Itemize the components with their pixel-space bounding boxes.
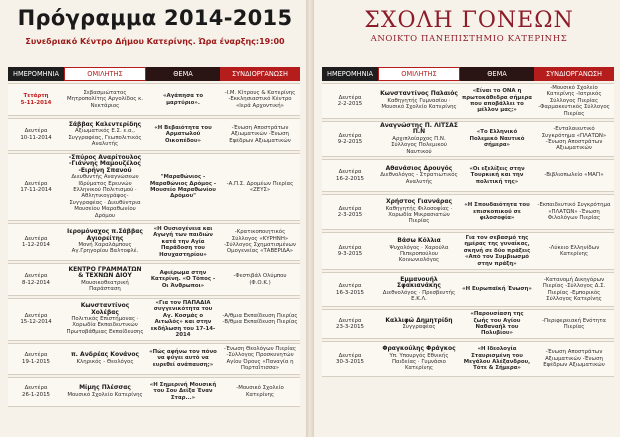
speaker-description: Υπ. Υπουργός Εθνικής Παιδείας · Γυμνάσιο Κατερίνης bbox=[389, 352, 449, 372]
topic-cell: «Πώς αφήνω τον πόνο να φύγει αυτό να ευρεθεί ανάπαυση;» bbox=[146, 343, 220, 375]
speaker-description: Πολιτικός Επιστήμονας · Χορωδία Εκπαιδευτικών Πρωτοβάθμιας Εκπαίδευσης bbox=[66, 316, 144, 335]
speaker-name: Κωνσταντίνος Παλαιός bbox=[380, 90, 458, 98]
speaker-cell bbox=[378, 159, 460, 192]
event-date-cell bbox=[8, 223, 64, 261]
topic-cell: «Η Σημερινή Μουσική του Σου Δείξα Έναν Σταρ...» bbox=[146, 377, 220, 407]
event-date: 23-3-2015 bbox=[336, 324, 364, 331]
event-day: Δευτέρα bbox=[338, 205, 362, 212]
speaker-description: Ψυχολόγος · Χαρούλα Πιπεροπούλου Κοινωνιολόγος bbox=[389, 244, 449, 264]
speaker-description: Αρχιπλοίαρχος Π.Ν. Σύλλογος Πολεμικού Ναυτικού bbox=[391, 135, 447, 155]
event-date: 16-3-2015 bbox=[336, 289, 364, 296]
event-day: Δευτέρα bbox=[338, 244, 362, 251]
table-row bbox=[8, 223, 300, 261]
speaker-name: Ιερομόναχος π.Σάββας Αγιορείτης bbox=[67, 228, 143, 242]
speaker-description: Καθηγητής Φιλοσοφίας · Χορωδία Μικρασιατών Πιερίας bbox=[385, 205, 453, 225]
speaker-cell bbox=[378, 232, 460, 270]
speaker-cell bbox=[64, 83, 146, 116]
organizer-cell: -Λύκειο Ελληνίδων Κατερίνης bbox=[534, 232, 614, 270]
topic-cell: «Είναι το ΟΝΑ η πρωτοκάθεδρα σήμερα που αποβάλλει το μέλλον μας;» bbox=[460, 83, 534, 119]
table-row bbox=[322, 272, 614, 307]
topic-cell: «Η Σπουδαιότητα του επισκοπικού σε φιλοσοφία» bbox=[460, 194, 534, 230]
organizer-cell: -Ένωση Αποστράτων Αξιωματικών -Ένωση Εφέδρων Αξιωματικών bbox=[534, 341, 614, 377]
speaker-cell bbox=[378, 309, 460, 339]
event-date: 19-1-2015 bbox=[22, 358, 50, 365]
table-row bbox=[322, 341, 614, 377]
topic-cell: "Μαραθώνιος - Μαραθώνιος Δρόμος - Μουσείο Μαραθωνίου Δρόμου" bbox=[146, 153, 220, 221]
speaker-cell bbox=[378, 194, 460, 230]
event-date-cell bbox=[8, 263, 64, 296]
event-date: 30-3-2015 bbox=[336, 359, 364, 366]
speaker-cell bbox=[378, 83, 460, 119]
table-row bbox=[322, 83, 614, 119]
speaker-name: Εμμανουήλ Σφακιανάκης bbox=[397, 275, 441, 290]
table-row bbox=[8, 343, 300, 375]
organizer-cell: -Φεστιβάλ Ολύμπου (Φ.Ο.Κ.) bbox=[220, 263, 300, 296]
event-date-cell bbox=[8, 298, 64, 340]
topic-cell: «Η Ουσιογένεια και Αγωγή των παιδιών κατά την Αγία Παράδοση του Ησυχαστηρίου» bbox=[146, 223, 220, 261]
organizer-cell: -Βιβλιοπωλείο «ΜΑΓΙ» bbox=[534, 159, 614, 192]
speaker-name: Αθανάσιος Δρουγός bbox=[385, 164, 453, 172]
event-date-cell bbox=[8, 377, 64, 407]
topic-cell: «Για τον ΠΑΠΑΔΙΑ συγγενικότητα του Αγ. Κοσμάς ο Αιτωλός» και στην εκδήλωση του 17-14-2014 bbox=[146, 298, 220, 340]
event-date-cell bbox=[322, 121, 378, 157]
event-date: 8-12-2014 bbox=[22, 279, 50, 286]
table-row bbox=[8, 153, 300, 221]
event-date-cell bbox=[8, 343, 64, 375]
speaker-description: Μουσικό Σχολείο Κατερίνης bbox=[67, 391, 143, 398]
event-date-cell bbox=[322, 83, 378, 119]
speaker-name: Κωνσταντίνος Χολέβας bbox=[80, 302, 130, 316]
speaker-name: π. Ανδρέας Κονάνος bbox=[70, 351, 140, 359]
event-date: 9-3-2015 bbox=[337, 251, 363, 258]
left-page bbox=[0, 0, 306, 437]
table-row bbox=[8, 377, 300, 407]
speaker-cell bbox=[378, 341, 460, 377]
speaker-description: Διεθνολόγος - Στρατιωτικός Αναλυτής bbox=[380, 172, 458, 185]
event-date-cell bbox=[322, 159, 378, 192]
event-day: Δευτέρα bbox=[338, 94, 362, 101]
event-day: Δευτέρα bbox=[24, 385, 48, 392]
table-row bbox=[8, 83, 300, 116]
speaker-name: -Σπύρος Αναρίτουλος -Γιάννης Μαμουζέλος -Ειρήνη Σπανού bbox=[68, 154, 142, 174]
speaker-cell bbox=[64, 298, 146, 340]
topic-cell: «Οι εξελίξεις στην Τουρκική και την πολιτική της» bbox=[460, 159, 534, 192]
school-subtitle: ΑΝΟΙΚΤΟ ΠΑΝΕΠΙΣΤΗΜΙΟ ΚΑΤΕΡΙΝΗΣ bbox=[370, 34, 568, 44]
venue-subtitle: Συνεδριακό Κέντρο Δήμου Κατερίνης. Ώρα έναρξης:19:00 bbox=[25, 37, 285, 46]
speaker-cell bbox=[64, 377, 146, 407]
topic-cell: «Η Ευρωπαϊκή Ένωση» bbox=[460, 272, 534, 307]
organizer-cell: -Περιφερειακή Ενότητα Πιερίας bbox=[534, 309, 614, 339]
table-row bbox=[322, 159, 614, 192]
speaker-cell bbox=[64, 153, 146, 221]
speaker-description: Μουσικοθεατρική Παράσταση bbox=[81, 279, 129, 292]
event-day: Τετάρτη bbox=[23, 93, 49, 100]
speaker-name: Φραγκούλης Φράγκος bbox=[382, 345, 456, 353]
topic-cell: «Το Ελληνικό Πολεμικό Ναυτικό σήμερα» bbox=[460, 121, 534, 157]
speaker-cell bbox=[64, 263, 146, 296]
schedule-table-left bbox=[8, 65, 300, 409]
speaker-description: Συγγραφέας bbox=[402, 324, 436, 331]
event-date-cell bbox=[322, 341, 378, 377]
organizer-cell: -Κρατικοποιητικός Σύλλογος «ΚΥΡΗΝΗ» -Σύλλογος Σχηματισμένων Ομογενείας «ΤΑΒΕΡΙΔΑ» bbox=[220, 223, 300, 261]
organizer-cell: -Μουσικό Σχολείο Κατερίνης -Ιατρικός Σύλλογος Πιερίας -Φαρμακευτικός Σύλλογος Πιερίας bbox=[534, 83, 614, 119]
speaker-name: ΚΕΝΤΡΟ ΓΡΑΜΜΑΤΩΝ & ΤΕΧΝΩΝ ΔΙΟΥ bbox=[68, 265, 142, 280]
organizer-cell: -Κατανομή Δικηγόρων Πιερίας -Σύλλογος Δ.Σ. Πιερίας -Εμπορικός Σύλλογος Κατερίνης bbox=[534, 272, 614, 307]
speaker-description: Σεβασμιώτατος Μητροπολίτης Αργολίδος κ. Νεκτάριος bbox=[66, 89, 144, 109]
event-date: 5-11-2014 bbox=[20, 99, 52, 106]
event-day: Δευτέρα bbox=[338, 132, 362, 139]
table-row bbox=[322, 194, 614, 230]
event-date-cell bbox=[322, 232, 378, 270]
header-topic: ΘΕΜΑ bbox=[146, 67, 220, 81]
speaker-cell bbox=[378, 121, 460, 157]
topic-cell: Για τον σεβασμό της ημέρας της γυναίκας, σκηνή σε δύο πράξεις «Από τον Συμβιωσμό στην πράξη» bbox=[460, 232, 534, 270]
table-row bbox=[8, 118, 300, 151]
event-date: 16-2-2015 bbox=[336, 175, 364, 182]
schedule-table-right bbox=[322, 65, 614, 379]
organizer-cell: -Α/θμια Εκπαίδευση Πιερίας -Β/θμια Εκπαίδευση Πιερίας bbox=[220, 298, 300, 340]
event-date-cell bbox=[322, 272, 378, 307]
event-day: Δευτέρα bbox=[338, 352, 362, 359]
event-date-cell bbox=[322, 309, 378, 339]
topic-cell: «Η Ιδεολογία Σταυρισμένη του Μεγάλου Αλέξανδρου, Τότε & Σήμερα» bbox=[460, 341, 534, 377]
speaker-name: Καλλιφώ Δημητρίδη bbox=[385, 316, 453, 324]
event-date-cell bbox=[8, 153, 64, 221]
table-row bbox=[8, 263, 300, 296]
event-day: Δευτέρα bbox=[24, 312, 48, 319]
table-row bbox=[322, 232, 614, 270]
event-date: 9-2-2015 bbox=[337, 139, 363, 146]
table-row bbox=[322, 121, 614, 157]
table-header bbox=[322, 67, 614, 81]
speaker-name: Σάββας Καλεντερίδης bbox=[68, 120, 142, 128]
topic-cell: «Η Βεβαιότητα του Αρματωλού Οικοπέδου» bbox=[146, 118, 220, 151]
speaker-cell bbox=[64, 223, 146, 261]
table-row bbox=[8, 298, 300, 340]
event-date: 26-1-2015 bbox=[22, 391, 50, 398]
table-row bbox=[322, 309, 614, 339]
organizer-cell: -Ένωση Αποστράτων Αξιωματικών -Ένωση Εφέδρων Αξιωματικών bbox=[220, 118, 300, 151]
event-date: 1-12-2014 bbox=[22, 242, 50, 249]
school-title: ΣΧΟΛΗ ΓΟΝΕΩΝ bbox=[364, 8, 574, 33]
organizer-cell: -Ι.Μ. Κίτρους & Κατερίνης -Εκκλησιαστικό Κέντρο «Ιερά Αρχοντική» bbox=[220, 83, 300, 116]
speaker-cell bbox=[378, 272, 460, 307]
event-day: Δευτέρα bbox=[338, 283, 362, 290]
speaker-description: Κληρικός - Θεολόγος bbox=[76, 358, 134, 365]
organizer-cell: -Ενταλαιευτικό Συγκρότημα «ΠΛΑΤΩΝ» -Ένωση Αποστράτων Αξιωματικών bbox=[534, 121, 614, 157]
event-date: 2-2-2015 bbox=[337, 101, 363, 108]
page-fold bbox=[306, 0, 314, 437]
event-day: Δευτέρα bbox=[338, 169, 362, 176]
event-date: 10-11-2014 bbox=[20, 134, 52, 141]
topic-cell: Αφιέρωμα στην Κατερίνη. «Ο Τόπος - Οι Άνθρωποι» bbox=[146, 263, 220, 296]
topic-cell: «Αγάπησα το μαρτύριο». bbox=[146, 83, 220, 116]
speaker-description: Διευθυντής Αναγνώσεων Ιδρύματος Ερευνών Ελληνικού Πολιτισμού · Αθλητικογράφος-Συγγραφέας · Διευθύντρια Μουσείου Μαραθωνίου Δρόμου bbox=[69, 174, 141, 219]
event-date: 17-11-2014 bbox=[20, 187, 52, 194]
event-date-cell bbox=[322, 194, 378, 230]
event-date-cell bbox=[8, 118, 64, 151]
organizer-cell: -Μουσικό Σχολείο Κατερίνης bbox=[220, 377, 300, 407]
program-title: Πρόγραμμα 2014-2015 bbox=[17, 6, 293, 30]
header-date: ΗΜΕΡΟΜΗΝΙΑ bbox=[322, 67, 378, 81]
header-speaker: ΟΜΙΛΗΤΗΣ bbox=[64, 67, 146, 81]
header-speaker: ΟΜΙΛΗΤΗΣ bbox=[378, 67, 460, 81]
event-date: 2-3-2015 bbox=[337, 212, 363, 219]
right-page bbox=[314, 0, 620, 437]
topic-cell: «Παρουσίαση της ζωής του Αγίου Ναθαναήλ του Πολυβίου» bbox=[460, 309, 534, 339]
table-header bbox=[8, 67, 300, 81]
organizer-cell: -Εκπαιδευτικό Συγκρότημα «ΠΛΑΤΩΝ» -Ένωση Φιλολόγων Πιερίας bbox=[534, 194, 614, 230]
event-day: Δευτέρα bbox=[338, 317, 362, 324]
speaker-cell bbox=[64, 118, 146, 151]
speaker-description: Μονή Χαραλάμπους Αγ.Γρηγορίου Βαλτοφλέ. bbox=[71, 242, 139, 255]
event-day: Δευτέρα bbox=[24, 235, 48, 242]
header-topic: ΘΕΜΑ bbox=[460, 67, 534, 81]
event-date-cell bbox=[8, 83, 64, 116]
organizer-cell: -Α.Π.Σ. Δρομέων Πιερίας «ΖΕΥΣ» bbox=[220, 153, 300, 221]
event-day: Δευτέρα bbox=[24, 352, 48, 359]
event-day: Δευτέρα bbox=[24, 128, 48, 135]
speaker-description: Καθηγητής Γυμνασίου · Μουσικό Σχολείο Κατερίνης bbox=[381, 97, 457, 111]
speaker-name: Αναγνώστης Π. ΛΙΤΣΑΣ Π.Ν bbox=[380, 122, 458, 136]
event-day: Δευτέρα bbox=[24, 180, 48, 187]
speaker-name: Βάσω Κόλλια bbox=[397, 237, 441, 245]
header-organizer: ΣΥΝΔΙΟΡΓΑΝΩΣΗ bbox=[220, 67, 300, 81]
event-date: 15-12-2014 bbox=[20, 319, 52, 326]
event-day: Δευτέρα bbox=[24, 273, 48, 280]
organizer-cell: -Ένωση Θεολόγων Πιερίας -Σύλλογος Προσκυνητών Αγίου Όρους «Παναγία η Πορταΐτισσα» bbox=[220, 343, 300, 375]
speaker-cell bbox=[64, 343, 146, 375]
header-organizer: ΣΥΝΔΙΟΡΓΑΝΩΣΗ bbox=[534, 67, 614, 81]
header-date: ΗΜΕΡΟΜΗΝΙΑ bbox=[8, 67, 64, 81]
speaker-name: Μίμης Πλέσσας bbox=[79, 384, 131, 392]
speaker-name: Χρήστος Γιαννάρας bbox=[385, 198, 452, 206]
speaker-description: Διεθνολόγος · Πρεσβευτής Ε.Κ.Λ. bbox=[382, 289, 456, 302]
speaker-description: Αξιωματικός Ε.Σ. ε.α., Συγγραφέας, Γεωπολιτικός Αναλυτής bbox=[68, 128, 142, 147]
